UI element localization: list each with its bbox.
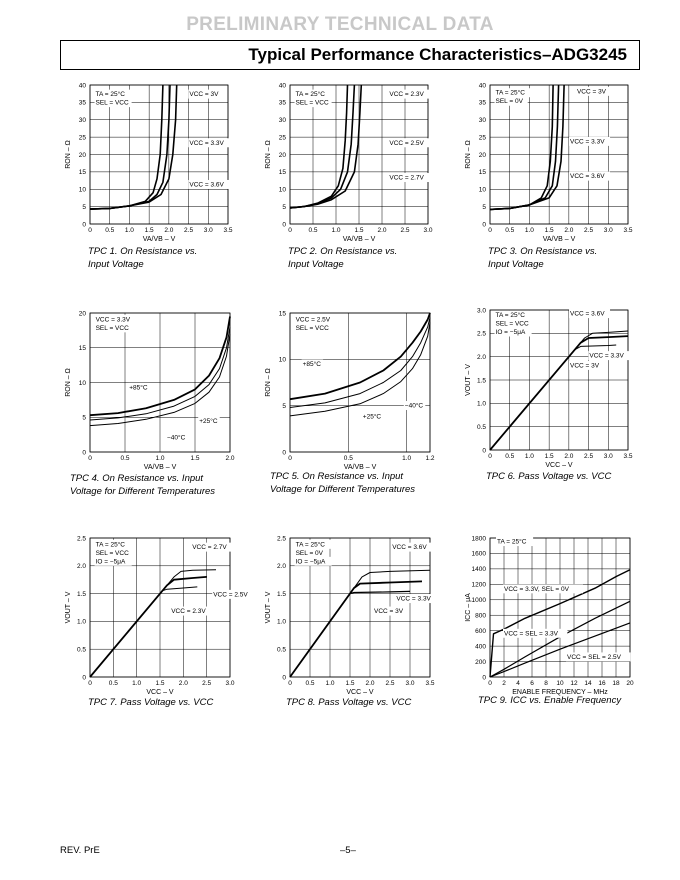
- y-tick-label: 5: [282, 402, 286, 410]
- y-tick-label: 15: [278, 310, 286, 318]
- x-tick-label: 1.0: [325, 680, 335, 687]
- x-tick-label: 16: [598, 680, 606, 687]
- x-tick-label: 1.2: [425, 455, 435, 462]
- y-tick-label: 40: [278, 82, 286, 90]
- x-tick-label: 1.5: [345, 680, 355, 687]
- x-tick-label: 18: [612, 680, 620, 687]
- y-tick-label: 5: [82, 414, 86, 422]
- x-tick-label: 1.5: [155, 680, 165, 687]
- series-label: −40°C: [404, 402, 424, 410]
- x-tick-label: 0.5: [343, 455, 353, 462]
- y-tick-label: 1000: [471, 597, 486, 605]
- condition-label: SEL = 0V: [495, 98, 523, 106]
- chart-tpc4: [65, 310, 235, 471]
- y-tick-label: 1.0: [76, 618, 86, 626]
- y-tick-label: 0: [282, 221, 286, 229]
- x-tick-label: 2.0: [164, 227, 174, 234]
- series-line: [490, 331, 628, 450]
- condition-label: VCC = 3.3V: [95, 316, 131, 324]
- chart-tpc9: [465, 535, 634, 696]
- x-tick-label: 20: [626, 680, 634, 687]
- x-tick-label: 2.5: [400, 227, 410, 234]
- x-tick-label: 1.5: [354, 227, 364, 234]
- y-axis-label: VOUT – V: [465, 364, 472, 396]
- x-tick-label: 2.5: [584, 227, 594, 234]
- x-tick-label: 0: [88, 227, 92, 234]
- y-axis-label: RON – Ω: [65, 368, 72, 397]
- x-tick-label: 12: [570, 680, 578, 687]
- x-tick-label: 1.5: [544, 227, 554, 234]
- figure-caption-line: TPC 6. Pass Voltage vs. VCC: [486, 471, 612, 482]
- preliminary-banner: PRELIMINARY TECHNICAL DATA: [186, 14, 494, 35]
- chart-tpc8: [265, 535, 436, 696]
- figure-caption-line: Input Voltage: [88, 259, 144, 270]
- figure-caption: [70, 472, 215, 498]
- x-tick-label: 3.0: [603, 453, 613, 460]
- x-tick-label: 2.5: [385, 680, 395, 687]
- figure-caption-line: TPC 7. Pass Voltage vs. VCC: [88, 697, 214, 708]
- condition-label: TA = 25°C: [95, 91, 125, 99]
- condition-label: TA = 25°C: [495, 89, 525, 97]
- y-tick-label: 25: [478, 134, 486, 142]
- y-tick-label: 15: [278, 169, 286, 177]
- y-tick-label: 1.5: [276, 590, 286, 598]
- y-tick-label: 10: [278, 186, 286, 194]
- x-tick-label: 0: [488, 453, 492, 460]
- y-tick-label: 5: [282, 203, 286, 211]
- x-tick-label: 3.0: [423, 227, 433, 234]
- x-tick-label: 1.5: [144, 227, 154, 234]
- y-axis-label: RON – Ω: [465, 140, 472, 169]
- series-label: VCC = 2.3V: [171, 608, 206, 616]
- condition-label: TA = 25°C: [497, 538, 527, 546]
- series-label: VCC = 3.3V: [189, 139, 224, 147]
- y-tick-label: 10: [278, 356, 286, 364]
- y-tick-label: 0.5: [476, 423, 486, 431]
- y-axis-label: RON – Ω: [65, 140, 72, 169]
- condition-label: SEL = 0V: [295, 549, 324, 557]
- x-axis-label: VCC – V: [545, 462, 573, 469]
- y-tick-label: 200: [475, 658, 486, 666]
- y-tick-label: 1200: [471, 581, 486, 589]
- x-tick-label: 3.0: [203, 227, 213, 234]
- x-tick-label: 2.0: [564, 227, 574, 234]
- condition-label: SEL = VCC: [495, 320, 529, 328]
- y-tick-label: 0: [82, 674, 86, 682]
- series-label: VCC = 3V: [189, 91, 219, 99]
- series-line: [490, 345, 616, 450]
- figure-caption-line: Voltage for Different Temperatures: [70, 486, 216, 497]
- figure-caption-line: Input Voltage: [288, 259, 344, 270]
- x-tick-label: 0: [88, 455, 92, 462]
- x-tick-label: 1.0: [524, 453, 534, 460]
- figure-caption-line: TPC 5. On Resistance vs. Input: [270, 471, 404, 482]
- y-tick-label: 0: [482, 447, 486, 455]
- x-axis-label: VCC – V: [346, 689, 374, 696]
- series-label: VCC = 3V: [374, 608, 404, 616]
- series-label: VCC = 2.7V: [192, 544, 227, 552]
- y-tick-label: 15: [478, 169, 486, 177]
- series-label: VCC = 3.6V: [570, 310, 605, 318]
- y-axis-label: RON – Ω: [265, 140, 272, 169]
- y-axis-label: VOUT – V: [65, 591, 72, 624]
- x-tick-label: 2.5: [184, 227, 194, 234]
- x-tick-label: 2.0: [377, 227, 387, 234]
- condition-label: TA = 25°C: [295, 91, 325, 99]
- y-tick-label: 15: [78, 345, 86, 353]
- y-tick-label: 5: [82, 203, 86, 211]
- condition-label: SEL = VCC: [95, 324, 129, 332]
- x-tick-label: 2.0: [365, 680, 375, 687]
- condition-label: TA = 25°C: [95, 541, 126, 549]
- x-tick-label: 0: [288, 227, 292, 234]
- figure-caption: [288, 245, 397, 271]
- y-axis-label: VOUT – V: [265, 591, 272, 624]
- chart-tpc1: [65, 82, 233, 243]
- chart-tpc5: [265, 310, 435, 471]
- x-tick-label: 1.5: [544, 453, 554, 460]
- y-tick-label: 1600: [471, 550, 486, 558]
- y-tick-label: 0.5: [76, 646, 86, 654]
- series-label: VCC = 2.5V: [389, 139, 424, 147]
- y-tick-label: 0.5: [276, 646, 286, 654]
- series-label: VCC = 3.6V: [392, 544, 427, 552]
- series-label: VCC = 3.3V: [589, 352, 624, 360]
- x-tick-label: 1.5: [190, 455, 200, 462]
- y-tick-label: 2.0: [276, 563, 286, 571]
- y-tick-label: 35: [478, 99, 486, 107]
- chart-tpc2: [265, 82, 433, 243]
- x-tick-label: 1.0: [124, 227, 134, 234]
- chart-tpc7: [65, 535, 253, 696]
- condition-label: SEL = VCC: [95, 99, 129, 107]
- series-label: VCC = 2.5V: [213, 591, 248, 599]
- y-tick-label: 1.0: [276, 618, 286, 626]
- y-tick-label: 40: [78, 82, 86, 90]
- y-tick-label: 0: [282, 674, 286, 682]
- x-tick-label: 0: [88, 680, 92, 687]
- x-tick-label: 4: [516, 680, 520, 687]
- series-label: +85°C: [302, 360, 321, 368]
- x-axis-label: VA/VB – V: [342, 236, 376, 243]
- condition-label: SEL = VCC: [295, 99, 329, 107]
- x-tick-label: 3.0: [225, 680, 235, 687]
- condition-label: IO = −5μA: [295, 558, 326, 566]
- x-tick-label: 2.0: [564, 453, 574, 460]
- condition-label: IO = −5μA: [95, 558, 126, 566]
- x-tick-label: 0.5: [108, 680, 118, 687]
- figure-caption: [478, 694, 621, 707]
- y-tick-label: 0: [82, 221, 86, 229]
- figure-caption: [88, 245, 197, 271]
- y-tick-label: 800: [475, 612, 486, 620]
- x-tick-label: 1.0: [132, 680, 142, 687]
- y-tick-label: 1400: [471, 566, 486, 574]
- y-tick-label: 10: [78, 186, 86, 194]
- y-tick-label: 20: [78, 310, 86, 318]
- revision-label: REV. PrE: [60, 845, 100, 856]
- x-tick-label: 3.0: [603, 227, 613, 234]
- x-tick-label: 2: [502, 680, 506, 687]
- x-tick-label: 14: [584, 680, 592, 687]
- y-tick-label: 30: [278, 117, 286, 125]
- x-tick-label: 0.5: [505, 227, 515, 234]
- series-label: +85°C: [129, 384, 148, 392]
- y-tick-label: 30: [78, 117, 86, 125]
- y-tick-label: 2.0: [476, 353, 486, 361]
- x-tick-label: 0: [488, 680, 492, 687]
- figure-caption: [270, 470, 415, 496]
- x-tick-label: 0.5: [120, 455, 130, 462]
- figure-caption-line: TPC 3. On Resistance vs.: [488, 246, 598, 257]
- x-tick-label: 10: [556, 680, 564, 687]
- page-number: –5–: [340, 845, 356, 856]
- section-title: Typical Performance Characteristics–ADG3245: [248, 45, 627, 64]
- figure-caption: [488, 245, 597, 271]
- x-tick-label: 6: [530, 680, 534, 687]
- y-tick-label: 30: [478, 117, 486, 125]
- y-tick-label: 1.0: [476, 400, 486, 408]
- series-label: VCC = SEL = 2.5V: [567, 653, 621, 661]
- condition-label: SEL = VCC: [95, 549, 129, 557]
- x-tick-label: 3.0: [405, 680, 415, 687]
- series-label: VCC = 3.3V, SEL = 0V: [504, 585, 569, 593]
- y-tick-label: 5: [482, 203, 486, 211]
- x-axis-label: VA/VB – V: [142, 236, 176, 243]
- series-label: VCC = 2.3V: [389, 91, 424, 99]
- y-tick-label: 1.5: [476, 377, 486, 385]
- y-tick-label: 3.0: [476, 307, 486, 315]
- y-tick-label: 2.0: [76, 563, 86, 571]
- series-label: −40°C: [167, 434, 186, 442]
- y-tick-label: 25: [278, 134, 286, 142]
- x-tick-label: 3.5: [623, 227, 633, 234]
- series-line: [90, 570, 216, 677]
- x-tick-label: 2.5: [202, 680, 212, 687]
- series-label: VCC = 3V: [576, 88, 607, 96]
- x-tick-label: 0.5: [308, 227, 318, 234]
- series-label: +25°C: [362, 413, 382, 421]
- figure-caption-line: TPC 2. On Resistance vs.: [288, 246, 398, 257]
- y-tick-label: 2.5: [476, 330, 486, 338]
- x-tick-label: 3.5: [623, 453, 633, 460]
- x-tick-label: 0: [288, 455, 292, 462]
- y-tick-label: 20: [78, 151, 86, 159]
- condition-label: TA = 25°C: [295, 541, 326, 549]
- figure-caption-line: Input Voltage: [488, 259, 544, 270]
- series-label: VCC = 3.3V: [570, 138, 605, 146]
- y-tick-label: 20: [278, 151, 286, 159]
- condition-label: TA = 25°C: [495, 312, 525, 319]
- x-tick-label: 0.5: [505, 453, 515, 460]
- series-label: +25°C: [199, 417, 218, 425]
- x-tick-label: 0.5: [105, 227, 115, 234]
- x-axis-label: VCC – V: [146, 689, 174, 696]
- y-axis-label: ICC – μA: [465, 593, 472, 622]
- chart-tpc3: [465, 82, 633, 243]
- y-tick-label: 0: [282, 449, 286, 457]
- x-tick-label: 0: [488, 227, 492, 234]
- y-tick-label: 25: [78, 134, 86, 142]
- series-label: VCC = 2.7V: [389, 174, 424, 182]
- y-tick-label: 15: [78, 169, 86, 177]
- y-tick-label: 35: [78, 99, 86, 107]
- x-tick-label: 0: [288, 680, 292, 687]
- x-tick-label: 1.0: [155, 455, 165, 462]
- y-tick-label: 35: [278, 99, 286, 107]
- x-axis-label: ENABLE FREQUENCY – MHz: [512, 689, 608, 696]
- figure-caption: [286, 696, 411, 709]
- series-label: VCC = SEL = 3.3V: [504, 630, 558, 638]
- y-tick-label: 20: [478, 151, 486, 159]
- x-axis-label: VA/VB – V: [343, 464, 377, 471]
- figure-caption: [88, 696, 213, 709]
- y-tick-label: 400: [475, 643, 486, 651]
- y-tick-label: 1.5: [76, 590, 86, 598]
- series-line: [290, 570, 430, 677]
- x-axis-label: VA/VB – V: [143, 464, 177, 471]
- y-tick-label: 1800: [471, 535, 486, 543]
- series-label: VCC = 3.3V: [396, 595, 431, 603]
- x-tick-label: 1.0: [402, 455, 412, 462]
- series-line: [90, 577, 207, 677]
- x-tick-label: 1.0: [524, 227, 534, 234]
- figure-caption-line: TPC 8. Pass Voltage vs. VCC: [286, 697, 412, 708]
- x-tick-label: 3.5: [425, 680, 435, 687]
- figure-caption-line: TPC 9. ICC vs. Enable Frequency: [478, 695, 622, 706]
- y-tick-label: 10: [478, 186, 486, 194]
- x-tick-label: 0.5: [305, 680, 315, 687]
- y-tick-label: 0: [482, 221, 486, 229]
- y-tick-label: 0: [82, 449, 86, 457]
- chart-tpc6: [465, 307, 633, 469]
- y-tick-label: 2.5: [76, 535, 86, 543]
- x-tick-label: 3.5: [223, 227, 233, 234]
- x-axis-label: VA/VB – V: [542, 236, 576, 243]
- y-axis-label: RON – Ω: [265, 368, 272, 397]
- y-tick-label: 10: [78, 379, 86, 387]
- x-tick-label: 8: [544, 680, 548, 687]
- series-label: VCC = 3.6V: [189, 181, 224, 189]
- series-line: [90, 587, 197, 677]
- y-tick-label: 0: [482, 674, 486, 682]
- x-tick-label: 1.0: [331, 227, 341, 234]
- x-tick-label: 2.0: [178, 680, 188, 687]
- figure-caption-line: Voltage for Different Temperatures: [270, 484, 416, 495]
- series-label: VCC = 3.6V: [570, 173, 605, 181]
- y-tick-label: 40: [478, 82, 486, 90]
- x-tick-label: 2.5: [584, 453, 594, 460]
- series-label: VCC = 3V: [570, 362, 600, 370]
- condition-label: VCC = 2.5V: [295, 316, 331, 324]
- y-tick-label: 600: [475, 627, 486, 635]
- y-tick-label: 2.5: [276, 535, 286, 543]
- condition-label: IO = −5μA: [495, 329, 526, 336]
- x-tick-label: 2.0: [225, 455, 235, 462]
- figure-caption: [486, 470, 611, 483]
- figure-caption-line: TPC 1. On Resistance vs.: [88, 246, 198, 257]
- figure-caption-line: TPC 4. On Resistance vs. Input: [70, 473, 204, 484]
- condition-label: SEL = VCC: [295, 324, 329, 332]
